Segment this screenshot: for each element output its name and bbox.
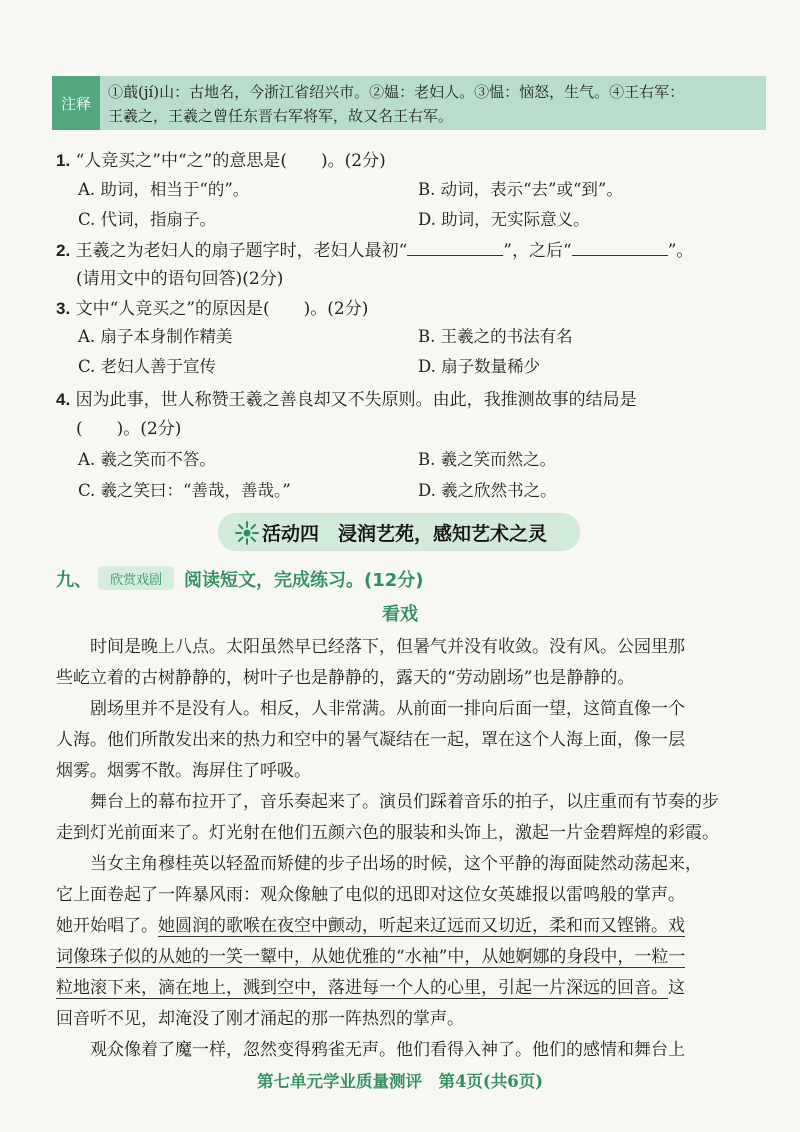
question-4-line-2: ( )。(2分) bbox=[76, 419, 182, 439]
question-number: 3. bbox=[56, 299, 71, 318]
option-b: B. 羲之笑而然之。 bbox=[418, 450, 557, 469]
option-a: A. 扇子本身制作精美 bbox=[78, 327, 233, 346]
paragraph-1-line-1: 时间是晚上八点。太阳虽然早已经落下，但暑气并没有收敛。没有风。公园里那 bbox=[90, 637, 685, 657]
option-d: D. 助词，无实际意义。 bbox=[418, 210, 590, 229]
answer-blank-2[interactable] bbox=[572, 239, 668, 256]
annotation-line-2: 王羲之，王羲之曾任东晋右军将军，故又名王右军。 bbox=[108, 107, 454, 125]
option-a: A. 羲之笑而不答。 bbox=[78, 450, 216, 469]
paragraph-4-line-5 bbox=[56, 973, 762, 1004]
section-instruction: 阅读短文，完成练习。(12分) bbox=[184, 570, 424, 591]
sparkle-icon bbox=[234, 520, 260, 546]
question-number: 1. bbox=[56, 151, 71, 170]
paragraph-3-line-2: 走到灯光前面来了。灯光射在他们五颜六色的服装和头饰上，激起一片金碧辉煌的彩霞。 bbox=[56, 823, 719, 843]
paragraph-2-line-3: 烟雾。烟雾不散。海屏住了呼吸。 bbox=[56, 761, 311, 781]
question-text-part-2: ”，之后“ bbox=[503, 241, 572, 261]
underlined-text: 粒地滚下来，滴在地上，溅到空中，落进每一个人的心里，引起一片深远的回音。 bbox=[56, 978, 668, 998]
option-d: D. 羲之欣然书之。 bbox=[418, 481, 557, 500]
paragraph-5-line-1: 观众像着了魔一样，忽然变得鸦雀无声。他们看得入神了。他们的感情和舞台上 bbox=[90, 1040, 685, 1060]
answer-blank-1[interactable] bbox=[407, 239, 503, 256]
paragraph-4-line-3 bbox=[56, 911, 762, 942]
page-footer: 第七单元学业质量测评 第4页(共6页) bbox=[256, 1072, 544, 1091]
option-b: B. 王羲之的书法有名 bbox=[418, 327, 573, 346]
option-c: C. 代词，指扇子。 bbox=[78, 210, 217, 229]
paragraph-3-line-1: 舞台上的幕布拉开了，音乐奏起来了。演员们踩着音乐的拍子，以庄重而有节奏的步 bbox=[90, 792, 719, 812]
section-number: 九、 bbox=[56, 570, 92, 591]
annotation-tag: 注释 bbox=[52, 76, 100, 130]
underlined-text: 词像珠子似的从她的一笑一颦中，从她优雅的“水袖”中，从她婀娜的身段中，一粒一 bbox=[56, 947, 686, 967]
paragraph-2-line-2: 人海。他们所散发出来的热力和空中的暑气凝结在一起，罩在这个人海上面，像一层 bbox=[56, 730, 685, 750]
article-title: 看戏 bbox=[382, 604, 418, 625]
question-3 bbox=[56, 294, 368, 319]
option-a: A. 助词，相当于“的”。 bbox=[78, 180, 250, 199]
question-text: “人竞买之”中“之”的意思是( )。(2分) bbox=[75, 151, 386, 171]
plain-text: 她开始唱了。 bbox=[56, 916, 158, 936]
plain-text: 这 bbox=[668, 978, 685, 998]
paragraph-4-line-6: 回音听不见，却淹没了刚才涌起的那一阵热烈的掌声。 bbox=[56, 1009, 464, 1029]
question-1 bbox=[56, 146, 386, 171]
paragraph-2-line-1: 剧场里并不是没有人。相反，人非常满。从前面一排向后面一望，这简直像一个 bbox=[90, 699, 685, 719]
article-body bbox=[56, 632, 762, 1066]
paragraph-4-line-1: 当女主角穆桂英以轻盈而矫健的步子出场的时候，这个平静的海面陡然动荡起来， bbox=[90, 854, 702, 874]
paragraph-1-line-2: 些屹立着的古树静静的，树叶子也是静静的，露天的“劳动剧场”也是静静的。 bbox=[56, 668, 635, 688]
question-2-line-2: (请用文中的语句回答)(2分) bbox=[76, 269, 284, 289]
annotation-box bbox=[52, 76, 766, 130]
option-c: C. 羲之笑曰：“善哉，善哉。” bbox=[78, 481, 291, 500]
question-number: 2. bbox=[56, 241, 71, 260]
question-2 bbox=[56, 236, 693, 261]
question-text-part-3: ”。 bbox=[667, 241, 694, 261]
underlined-text: 她圆润的歌喉在夜空中颤动，听起来辽远而又切近，柔和而又铿锵。戏 bbox=[158, 916, 685, 936]
question-text: 文中“人竞买之”的原因是( )。(2分) bbox=[75, 299, 369, 319]
option-b: B. 动词，表示“去”或“到”。 bbox=[418, 180, 623, 199]
paragraph-4-line-4 bbox=[56, 942, 762, 973]
annotation-line-1: ①蕺(jí)山：古地名，今浙江省绍兴市。②媪：老妇人。③愠：恼怒，生气。④王右军： bbox=[108, 83, 685, 101]
question-text: 因为此事，世人称赞王羲之善良却又不失原则。由此，我推测故事的结局是 bbox=[75, 390, 637, 410]
question-4 bbox=[56, 385, 637, 410]
question-number: 4. bbox=[56, 390, 71, 409]
option-d: D. 扇子数量稀少 bbox=[418, 357, 541, 376]
activity-title: 活动四 浸润艺苑，感知艺术之灵 bbox=[262, 523, 548, 545]
paragraph-4-line-2: 它上面卷起了一阵暴风雨：观众像触了电似的迅即对这位女英雄报以雷鸣般的掌声。 bbox=[56, 885, 685, 905]
question-text-part-1: 王羲之为老妇人的扇子题字时，老妇人最初“ bbox=[75, 241, 408, 261]
option-c: C. 老妇人善于宣传 bbox=[78, 357, 217, 376]
section-tag: 欣赏戏剧 bbox=[98, 566, 174, 590]
